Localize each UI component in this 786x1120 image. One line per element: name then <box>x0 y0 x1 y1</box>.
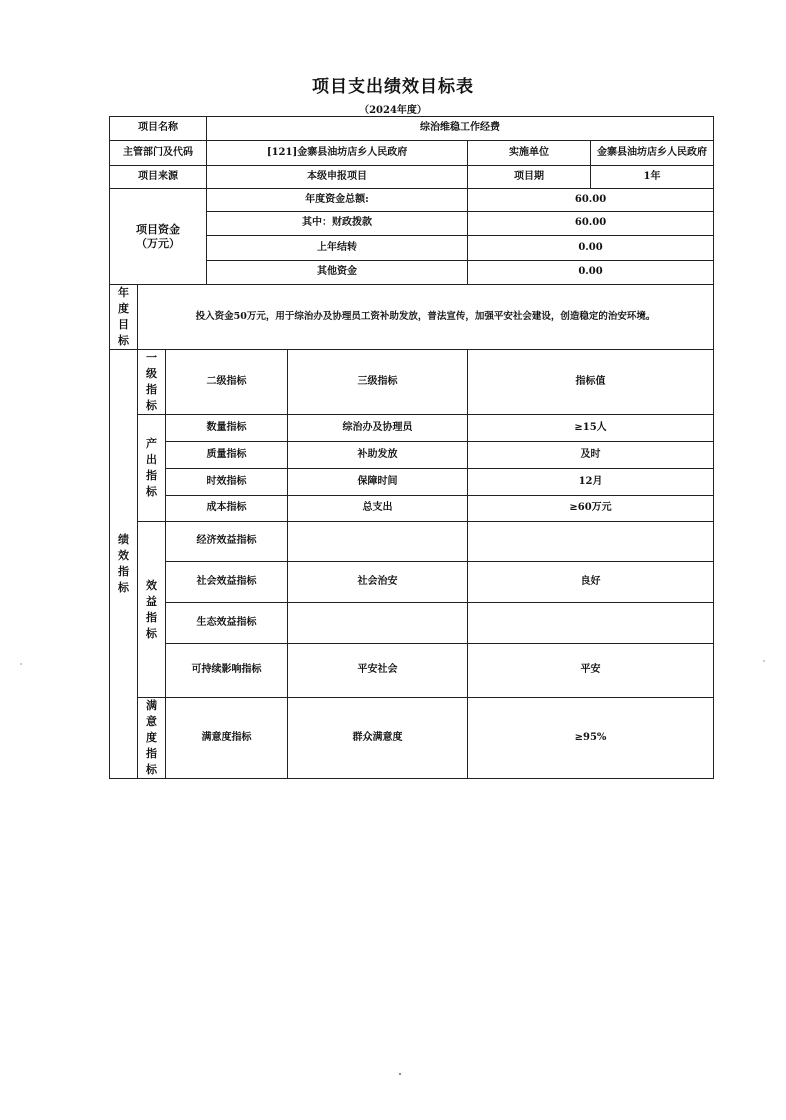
funds-fiscal-value: 60.00 <box>468 212 714 236</box>
performance-target-table <box>109 116 714 779</box>
benefit-level3 <box>288 522 468 562</box>
output-level3: 综治办及协理员 <box>288 415 468 442</box>
level3-header: 三级指标 <box>288 350 468 415</box>
satisfaction-value: ≥95% <box>468 698 714 779</box>
benefit-level2: 社会效益指标 <box>166 562 288 603</box>
level1-header: 一级指标 <box>138 350 166 415</box>
funds-carryover-value: 0.00 <box>468 236 714 261</box>
table-row <box>110 698 714 779</box>
output-level3: 补助发放 <box>288 442 468 469</box>
table-row <box>110 644 714 698</box>
output-level2: 质量指标 <box>166 442 288 469</box>
table-row <box>110 522 714 562</box>
department-row <box>110 141 714 166</box>
scan-speck <box>763 660 765 662</box>
benefit-level2: 生态效益指标 <box>166 603 288 644</box>
output-level2: 时效指标 <box>166 469 288 496</box>
table-row <box>110 562 714 603</box>
department-value: [121]金寨县油坊店乡人民政府 <box>207 141 468 166</box>
benefit-level2: 经济效益指标 <box>166 522 288 562</box>
benefit-indicators-label: 效益指标 <box>138 522 166 698</box>
benefit-level3: 社会治安 <box>288 562 468 603</box>
project-period-value: 1年 <box>591 166 714 189</box>
table-row <box>110 603 714 644</box>
project-funds-label: 项目资金 （万元） <box>110 189 207 285</box>
project-source-value: 本级申报项目 <box>207 166 468 189</box>
output-level2: 数量指标 <box>166 415 288 442</box>
funds-total-row <box>110 189 714 212</box>
output-indicators-label: 产出指标 <box>138 415 166 522</box>
project-name-label: 项目名称 <box>110 117 207 141</box>
page-title: 项目支出绩效目标表 <box>312 77 474 97</box>
benefit-value: 良好 <box>468 562 714 603</box>
annual-goal-text: 投入资金50万元，用于综治办及协理员工资补助发放，普法宣传，加强平安社会建设，创造稳定的治安环境。 <box>138 285 714 350</box>
annual-goal-label: 年度目标 <box>110 285 138 350</box>
satisfaction-level3: 群众满意度 <box>288 698 468 779</box>
scan-speck <box>20 663 22 665</box>
output-level2: 成本指标 <box>166 496 288 522</box>
benefit-value <box>468 603 714 644</box>
funds-total-value: 60.00 <box>468 189 714 212</box>
level2-header: 二级指标 <box>166 350 288 415</box>
funds-other-value: 0.00 <box>468 261 714 285</box>
output-value: 12月 <box>468 469 714 496</box>
value-header: 指标值 <box>468 350 714 415</box>
funds-total-label: 年度资金总额: <box>207 189 468 212</box>
implementing-unit-value: 金寨县油坊店乡人民政府 <box>591 141 714 166</box>
table-row <box>110 442 714 469</box>
table-row <box>110 415 714 442</box>
year-subtitle: （2024年度） <box>359 105 427 116</box>
output-value: 及时 <box>468 442 714 469</box>
funds-carryover-label: 上年结转 <box>207 236 468 261</box>
annual-goal-row <box>110 285 714 350</box>
table-row <box>110 496 714 522</box>
department-label: 主管部门及代码 <box>110 141 207 166</box>
funds-fiscal-label: 其中：财政拨款 <box>207 212 468 236</box>
scan-mark <box>399 1073 401 1075</box>
performance-indicators-label: 绩效指标 <box>110 350 138 779</box>
benefit-level3: 平安社会 <box>288 644 468 698</box>
funds-other-label: 其他资金 <box>207 261 468 285</box>
output-level3: 总支出 <box>288 496 468 522</box>
satisfaction-indicators-label: 满意度指标 <box>138 698 166 779</box>
indicator-header-row <box>110 350 714 415</box>
output-value: ≥15人 <box>468 415 714 442</box>
output-value: ≥60万元 <box>468 496 714 522</box>
project-source-label: 项目来源 <box>110 166 207 189</box>
benefit-level2: 可持续影响指标 <box>166 644 288 698</box>
benefit-value <box>468 522 714 562</box>
satisfaction-level2: 满意度指标 <box>166 698 288 779</box>
project-period-label: 项目期 <box>468 166 591 189</box>
implementing-unit-label: 实施单位 <box>468 141 591 166</box>
benefit-level3 <box>288 603 468 644</box>
project-name-value: 综治维稳工作经费 <box>207 117 714 141</box>
table-row <box>110 469 714 496</box>
benefit-value: 平安 <box>468 644 714 698</box>
project-source-row <box>110 166 714 189</box>
output-level3: 保障时间 <box>288 469 468 496</box>
project-name-row <box>110 117 714 141</box>
